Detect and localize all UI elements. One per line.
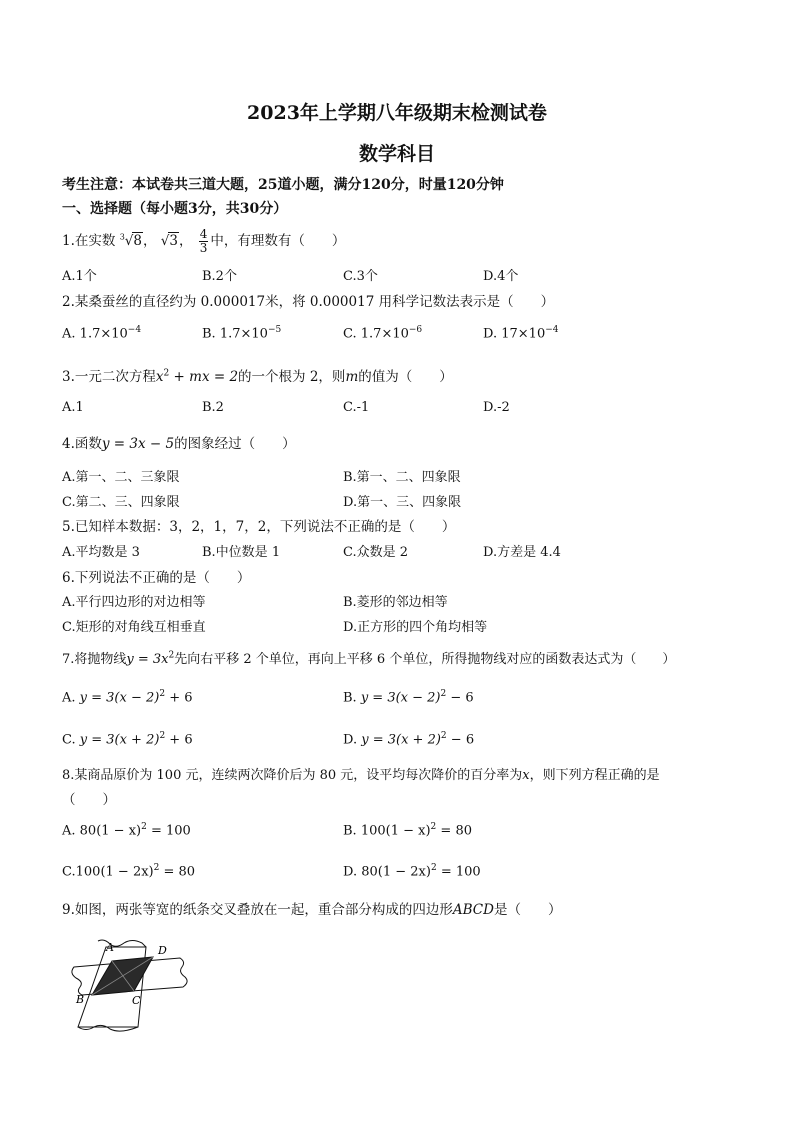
q5-option-b: B.中位数是 1 — [202, 545, 281, 560]
q2-option-b: B. $1.7\times 10^{-5}$ — [202, 325, 282, 342]
label-a: A — [106, 941, 114, 954]
q3-option-a: A.1 — [62, 400, 84, 415]
label-c: C — [132, 994, 141, 1007]
q5-option-a: A.平均数是 3 — [62, 545, 140, 560]
question-7-stem: 7.将抛物线$y = 3x^2$先向右平移 2 个单位，再向上平移 6 个单位，所得抛物线对应的函数表达式为（ ） — [62, 650, 676, 667]
q8-option-c: $C.100(1 - 2x)^2 = 80$ — [62, 863, 196, 880]
q3-option-b: B.2 — [202, 400, 224, 415]
q1-option-c: C.3个 — [343, 269, 378, 284]
q8-option-a: A. $80(1 - x)^2 = 100$ — [62, 822, 191, 839]
q4-option-b: B.第一、二、四象限 — [343, 470, 461, 485]
q2-option-c: C. $1.7\times 10^{-6}$ — [343, 325, 423, 342]
q4-option-c: C.第二、三、四象限 — [62, 495, 180, 510]
question-9-stem: 9.如图，两张等宽的纸条交叉叠放在一起，重合部分构成的四边形ABCD是（ ） — [62, 902, 562, 918]
exam-title: 2023年上学期八年级期末检测试卷 — [247, 102, 547, 124]
q4-option-a: A.第一、二、三象限 — [62, 470, 180, 485]
question-6-stem: 6.下列说法不正确的是（ ） — [62, 570, 251, 586]
question-8-paren: （ ） — [62, 792, 116, 808]
q5-option-c: C.众数是 2 — [343, 545, 409, 560]
q7-option-a: A. $y = 3(x - 2)^2 + 6$ — [62, 689, 193, 706]
q3-option-d: D.-2 — [483, 400, 510, 415]
question-5-stem: 5.已知样本数据：3，2，1，7，2，下列说法不正确的是（ ） — [62, 519, 456, 535]
question-2-stem: 2.某桑蚕丝的直径约为 0.000017米，将 0.000017 用科学记数法表示是（ ） — [62, 294, 555, 310]
q6-option-b: B.菱形的邻边相等 — [343, 595, 448, 610]
q1-option-a: A.1个 — [62, 269, 97, 284]
q8-option-d: D. $80(1 - 2x)^2 = 100$ — [343, 863, 481, 880]
q3-option-c: C.-1 — [343, 400, 370, 415]
q6-option-c: C.矩形的对角线互相垂直 — [62, 620, 206, 635]
label-b: B — [76, 993, 85, 1006]
q7-option-d: D. $y = 3(x + 2)^2 - 6$ — [343, 731, 475, 748]
q5-option-d: D.方差是 4.4 — [483, 545, 561, 560]
q4-option-d: D.第一、三、四象限 — [343, 495, 462, 510]
square-root-3: √3 — [160, 233, 178, 249]
q8-option-b: B. $100(1 - x)^2 = 80$ — [343, 822, 472, 839]
exam-notice: 考生注意：本试卷共三道大题，25道小题，满分120分，时量120分钟 — [62, 177, 504, 193]
question-1-stem: 1.在实数 $^3$√8， √3， $\frac{4}{3}$ 中，有理数有（ ） — [62, 227, 346, 255]
q6-option-a: A.平行四边形的对边相等 — [62, 595, 206, 610]
q2-option-d: D. $17\times 10^{-4}$ — [483, 325, 559, 342]
q2-option-a: A. $1.7\times 10^{-4}$ — [62, 325, 142, 342]
q7-option-c: C. $y = 3(x + 2)^2 + 6$ — [62, 731, 193, 748]
paper-strips-figure — [62, 935, 197, 1035]
section-heading: 一、选择题（每小题3分，共30分） — [62, 201, 288, 217]
subject-title: 数学科目 — [358, 143, 435, 165]
q6-option-d: D.正方形的四个角均相等 — [343, 620, 488, 635]
q7-option-b: B. $y = 3(x - 2)^2 - 6$ — [343, 689, 474, 706]
question-3-stem: 3.一元二次方程$x^2$ + mx = 2的一个根为 2，则m的值为（ ） — [62, 368, 453, 385]
question-8-stem: 8.某商品原价为 100 元，连续两次降价后为 80 元，设平均每次降价的百分率为x，则下列方程正确的是 — [62, 768, 660, 783]
cube-root-8: $^3$√8 — [119, 232, 142, 249]
fraction-4-3: $\frac{4}{3}$ — [199, 227, 208, 255]
question-4-stem: 4.函数y = 3x − 5的图象经过（ ） — [62, 436, 296, 452]
q1-option-b: B.2个 — [202, 269, 237, 284]
q1-option-d: D.4个 — [483, 269, 519, 284]
label-d: D — [158, 944, 167, 957]
